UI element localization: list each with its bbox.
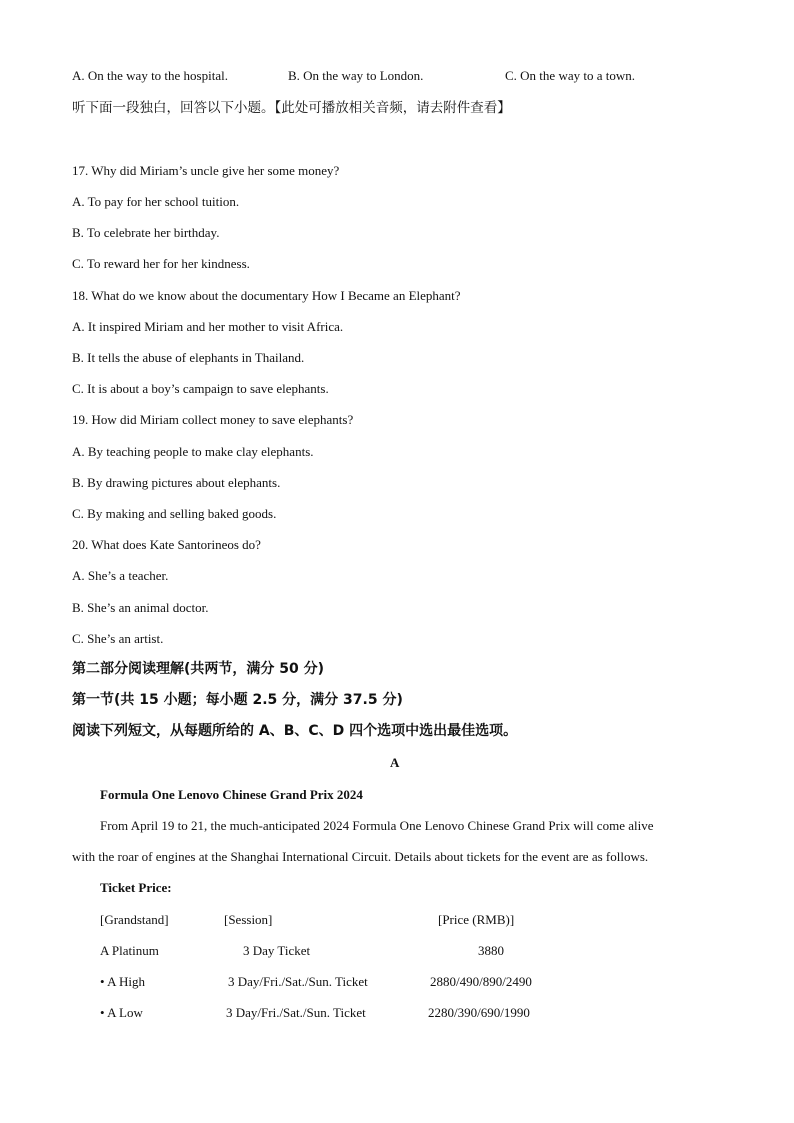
- question-19-option-b: B. By drawing pictures about elephants.: [72, 475, 281, 490]
- listen-instruction: 听下面一段独白，回答以下小题。【此处可播放相关音频，请去附件查看】: [72, 100, 511, 116]
- question-20: 20. What does Kate Santorineos do?: [72, 537, 261, 552]
- table-cell-grandstand: • A High: [100, 974, 146, 989]
- question-19-option-a: A. By teaching people to make clay elephants.: [72, 444, 314, 459]
- passage-title: Formula One Lenovo Chinese Grand Prix 2024: [100, 787, 363, 802]
- part2-heading: 第二部分阅读理解(共两节，满分 50 分): [72, 661, 325, 677]
- ticket-heading: Ticket Price:: [100, 880, 172, 895]
- question-19-option-c: C. By making and selling baked goods.: [72, 506, 277, 521]
- table-cell-grandstand: A Platinum: [100, 943, 159, 958]
- question-20-option-b: B. She’s an animal doctor.: [72, 600, 209, 615]
- reading-instruction: 阅读下列短文，从每题所给的 A、B、C、D 四个选项中选出最佳选项。: [72, 723, 518, 739]
- question-20-option-c: C. She’s an artist.: [72, 631, 164, 646]
- passage-label: A: [390, 755, 400, 770]
- section1-heading: 第一节(共 15 小题；每小题 2.5 分，满分 37.5 分): [72, 692, 403, 708]
- question-18-option-c: C. It is about a boy’s campaign to save elephants.: [72, 381, 329, 396]
- passage-line-2: with the roar of engines at the Shanghai International Circuit. Details about tickets for the event are as follows.: [72, 849, 649, 864]
- table-cell-session: 3 Day/Fri./Sat./Sun. Ticket: [226, 1005, 366, 1020]
- question-18-option-b: B. It tells the abuse of elephants in Thailand.: [72, 350, 305, 365]
- table-cell-grandstand: • A Low: [100, 1005, 143, 1020]
- question-20-option-a: A. She’s a teacher.: [72, 568, 169, 583]
- question-19: 19. How did Miriam collect money to save elephants?: [72, 412, 354, 427]
- passage-line-1: From April 19 to 21, the much-anticipated 2024 Formula One Lenovo Chinese Grand Prix will come alive: [100, 818, 654, 833]
- table-cell-price: 2880/490/890/2490: [430, 974, 532, 989]
- table-header-grandstand: [Grandstand]: [100, 912, 169, 927]
- table-header-session: [Session]: [224, 912, 273, 927]
- table-cell-price: 2280/390/690/1990: [428, 1005, 530, 1020]
- question-17-option-a: A. To pay for her school tuition.: [72, 194, 240, 209]
- option-c: C. On the way to a town.: [505, 68, 635, 83]
- table-header-price: [Price (RMB)]: [438, 912, 515, 927]
- question-18: 18. What do we know about the documentary How I Became an Elephant?: [72, 288, 461, 303]
- question-17: 17. Why did Miriam’s uncle give her some money?: [72, 163, 340, 178]
- option-b: B. On the way to London.: [288, 68, 424, 83]
- option-a: A. On the way to the hospital.: [72, 68, 228, 83]
- table-cell-session: 3 Day/Fri./Sat./Sun. Ticket: [228, 974, 368, 989]
- question-17-option-b: B. To celebrate her birthday.: [72, 225, 220, 240]
- table-cell-price: 3880: [478, 943, 504, 958]
- table-cell-session: 3 Day Ticket: [243, 943, 311, 958]
- question-18-option-a: A. It inspired Miriam and her mother to visit Africa.: [72, 319, 344, 334]
- question-17-option-c: C. To reward her for her kindness.: [72, 256, 250, 271]
